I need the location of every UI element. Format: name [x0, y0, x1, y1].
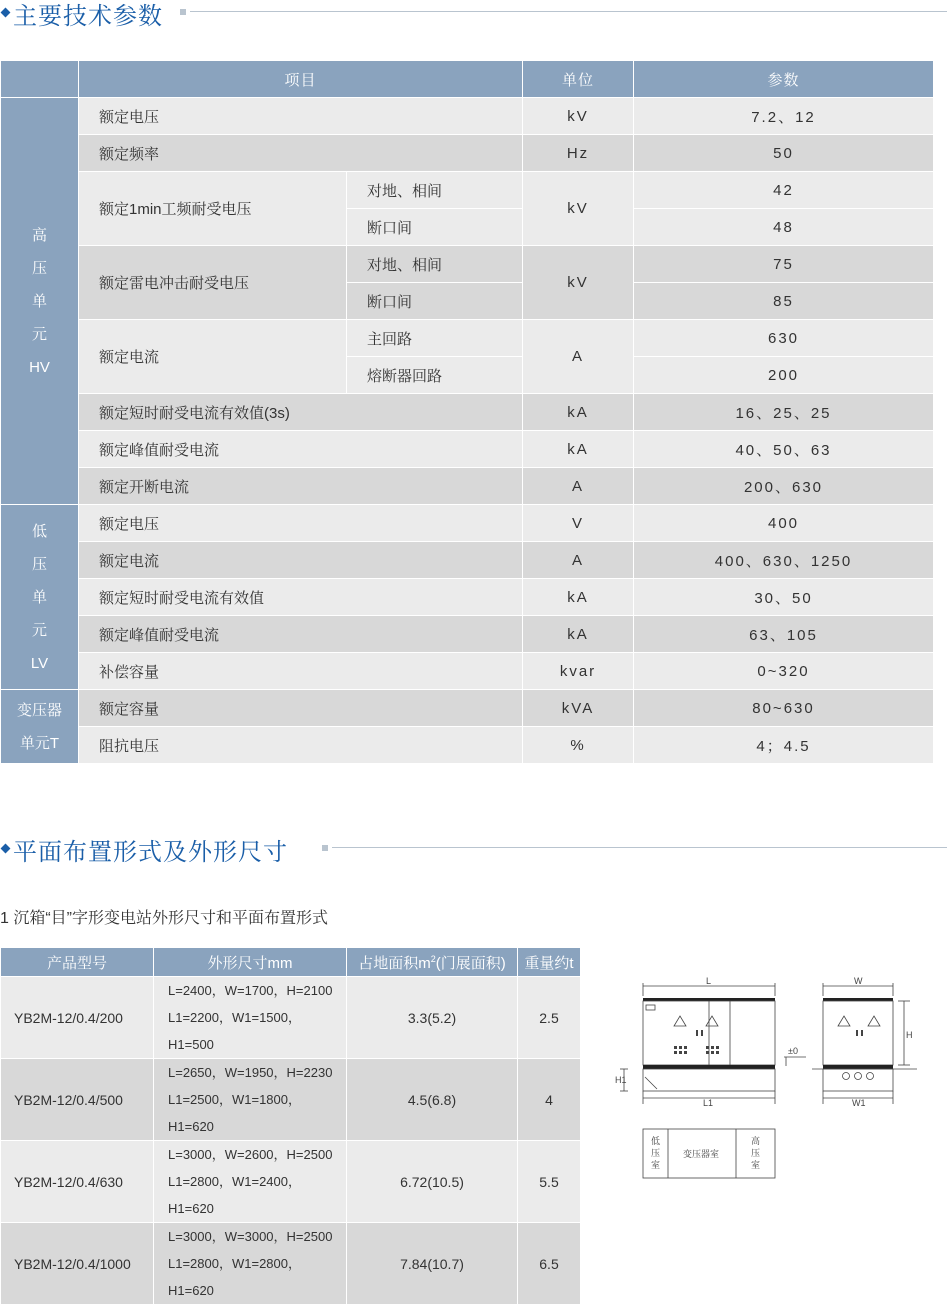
svg-text:变压器室: 变压器室 — [683, 1149, 720, 1159]
product-table — [0, 947, 581, 1305]
row-value: 4；4.5 — [634, 727, 934, 764]
row-value: 200、630 — [634, 468, 934, 505]
weight-cell: 6.5 — [518, 1223, 581, 1305]
table-row — [1, 431, 934, 468]
section-title-layout — [0, 836, 947, 866]
group-hv: 高 压 单 元 HV — [1, 98, 79, 505]
label-L1: L1 — [703, 1098, 714, 1108]
row-item: 额定雷电冲击耐受电压 — [79, 246, 347, 320]
model-cell: YB2M-12/0.4/200 — [1, 977, 154, 1059]
row-unit: kA — [523, 394, 634, 431]
table-row — [1, 172, 934, 209]
row-value: 400 — [634, 505, 934, 542]
dims-cell: L=2650，W=1950，H=2230 L1=2500，W1=1800，H1=620 — [154, 1059, 347, 1141]
group-transformer: 变压器 单元T — [1, 690, 79, 764]
divider-line — [332, 847, 947, 848]
table-row — [1, 135, 934, 172]
row-unit: kV — [523, 246, 634, 320]
row-subitem: 主回路 — [347, 320, 523, 357]
row-subitem: 对地、相间 — [347, 246, 523, 283]
row-item: 额定频率 — [79, 135, 523, 172]
row-item: 额定电压 — [79, 98, 523, 135]
svg-text:室: 室 — [651, 1160, 661, 1170]
header-area: 占地面积$m^2$(门展面积) — [347, 948, 518, 977]
row-item: 额定容量 — [79, 690, 523, 727]
row-item: 额定电流 — [79, 320, 347, 394]
label-W: W — [854, 976, 863, 986]
row-item: 额定峰值耐受电流 — [79, 616, 523, 653]
row-value: 42 — [634, 172, 934, 209]
row-item: 额定短时耐受电流有效值 — [79, 579, 523, 616]
row-value: 630 — [634, 320, 934, 357]
table-row — [1, 727, 934, 764]
dims-cell: L=3000，W=2600，H=2500 L1=2800，W1=2400，H1=620 — [154, 1141, 347, 1223]
row-value: 16、25、25 — [634, 394, 934, 431]
row-unit: kA — [523, 616, 634, 653]
row-unit: kA — [523, 431, 634, 468]
row-unit: kVA — [523, 690, 634, 727]
table-row — [1, 616, 934, 653]
table-row — [1, 98, 934, 135]
table-row — [1, 320, 934, 357]
row-unit: kV — [523, 98, 634, 135]
row-value: 50 — [634, 135, 934, 172]
divider-line — [190, 11, 947, 12]
row-value: 40、50、63 — [634, 431, 934, 468]
header-unit: 单位 — [523, 61, 634, 98]
square-marker-icon — [322, 845, 328, 851]
spec-table — [0, 60, 934, 764]
row-unit: % — [523, 727, 634, 764]
label-W1: W1 — [852, 1098, 866, 1108]
row-item: 额定峰值耐受电流 — [79, 431, 523, 468]
table-row — [1, 1141, 581, 1223]
section-title-specs — [0, 0, 947, 30]
area-cell: 7.84(10.7) — [347, 1223, 518, 1305]
table-row — [1, 505, 934, 542]
dims-cell: L=2400，W=1700，H=2100 L1=2200，W1=1500，H1=500 — [154, 977, 347, 1059]
svg-text:室: 室 — [751, 1160, 761, 1170]
group-lv: 低 压 单 元 LV — [1, 505, 79, 690]
label-zero: ±0 — [788, 1046, 798, 1056]
row-unit: A — [523, 320, 634, 394]
row-unit: kvar — [523, 653, 634, 690]
figure-caption: 1 沉箱“目”字形变电站外形尺寸和平面布置形式 — [0, 910, 329, 927]
side-view — [812, 976, 917, 1108]
section-title-text: 平面布置形式及外形尺寸 — [13, 839, 288, 866]
row-subitem: 断口间 — [347, 209, 523, 246]
table-row — [1, 579, 934, 616]
table-row — [1, 690, 934, 727]
area-cell: 4.5(6.8) — [347, 1059, 518, 1141]
header-model: 产品型号 — [1, 948, 154, 977]
svg-text:压: 压 — [751, 1148, 761, 1158]
table-row — [1, 1059, 581, 1141]
row-unit: V — [523, 505, 634, 542]
header-item: 项目 — [79, 61, 523, 98]
header-dims: 外形尺寸mm — [154, 948, 347, 977]
header-param: 参数 — [634, 61, 934, 98]
row-value: 85 — [634, 283, 934, 320]
area-cell: 3.3(5.2) — [347, 977, 518, 1059]
row-unit: kV — [523, 172, 634, 246]
row-unit: A — [523, 542, 634, 579]
row-value: 7.2、12 — [634, 98, 934, 135]
row-item: 额定电压 — [79, 505, 523, 542]
diamond-bullet-icon — [1, 8, 11, 18]
label-L: L — [706, 976, 712, 986]
header-weight: 重量约t — [518, 948, 581, 977]
row-subitem: 熔断器回路 — [347, 357, 523, 394]
row-value: 75 — [634, 246, 934, 283]
floor-plan — [643, 1129, 775, 1178]
area-cell: 6.72(10.5) — [347, 1141, 518, 1223]
model-cell: YB2M-12/0.4/1000 — [1, 1223, 154, 1305]
row-value: 200 — [634, 357, 934, 394]
row-item: 阻抗电压 — [79, 727, 523, 764]
label-H1: H1 — [615, 1075, 627, 1085]
svg-text:高: 高 — [751, 1136, 761, 1146]
svg-text:低: 低 — [651, 1136, 661, 1146]
row-value: 48 — [634, 209, 934, 246]
table-row — [1, 468, 934, 505]
row-item: 额定1min工频耐受电压 — [79, 172, 347, 246]
label-H: H — [906, 1030, 913, 1040]
row-value: 80~630 — [634, 690, 934, 727]
header-blank — [1, 61, 79, 98]
row-unit: A — [523, 468, 634, 505]
diamond-bullet-icon — [1, 844, 11, 854]
row-subitem: 对地、相间 — [347, 172, 523, 209]
row-item: 补偿容量 — [79, 653, 523, 690]
row-value: 30、50 — [634, 579, 934, 616]
row-unit: kA — [523, 579, 634, 616]
substation-drawing — [612, 972, 922, 1184]
row-value: 400、630、1250 — [634, 542, 934, 579]
weight-cell: 4 — [518, 1059, 581, 1141]
model-cell: YB2M-12/0.4/630 — [1, 1141, 154, 1223]
square-marker-icon — [180, 9, 186, 15]
weight-cell: 2.5 — [518, 977, 581, 1059]
table-row — [1, 653, 934, 690]
table-row — [1, 394, 934, 431]
front-view — [615, 976, 806, 1108]
table-row — [1, 977, 581, 1059]
row-value: 0~320 — [634, 653, 934, 690]
row-subitem: 断口间 — [347, 283, 523, 320]
table-row — [1, 246, 934, 283]
dims-cell: L=3000，W=3000，H=2500 L1=2800，W1=2800，H1=620 — [154, 1223, 347, 1305]
row-unit: Hz — [523, 135, 634, 172]
table-row — [1, 1223, 581, 1305]
row-item: 额定短时耐受电流有效值(3s) — [79, 394, 523, 431]
row-item: 额定电流 — [79, 542, 523, 579]
row-value: 63、105 — [634, 616, 934, 653]
model-cell: YB2M-12/0.4/500 — [1, 1059, 154, 1141]
weight-cell: 5.5 — [518, 1141, 581, 1223]
section-title-text: 主要技术参数 — [13, 3, 163, 30]
svg-text:压: 压 — [651, 1148, 661, 1158]
table-row — [1, 542, 934, 579]
row-item: 额定开断电流 — [79, 468, 523, 505]
